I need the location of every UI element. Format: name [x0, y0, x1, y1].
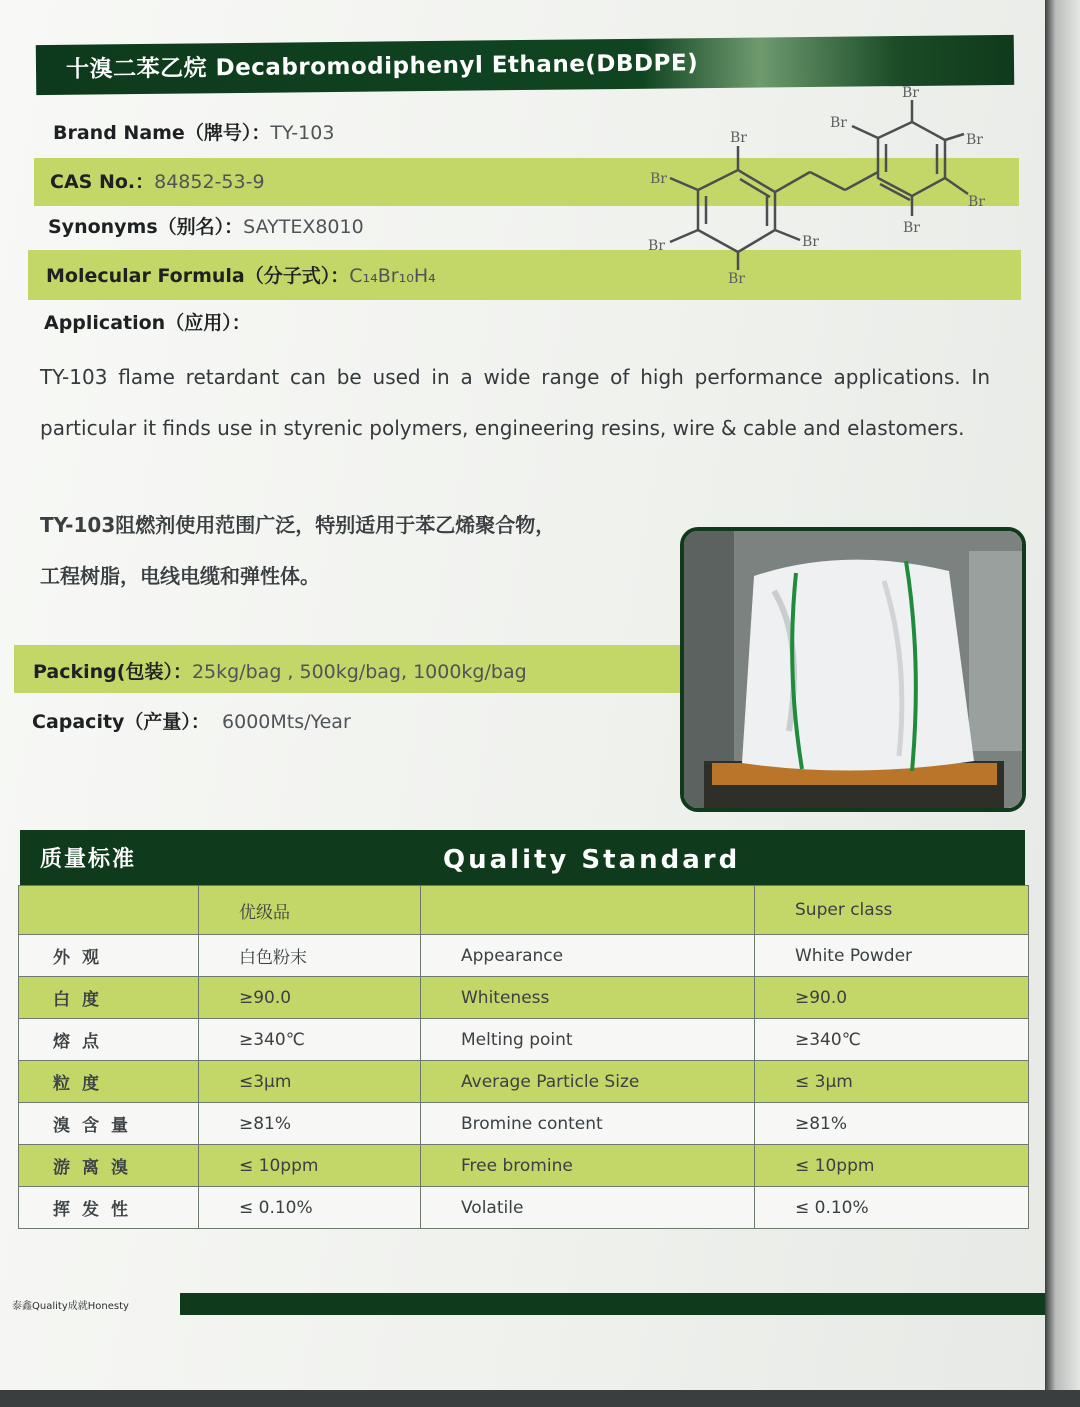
property-zh: 白度 — [19, 977, 199, 1019]
value-zh: 白色粉末 — [199, 935, 421, 977]
property-en: Average Particle Size — [421, 1061, 755, 1103]
property-en: Volatile — [421, 1187, 755, 1229]
property-zh: 溴含量 — [19, 1103, 199, 1145]
application-text-en: TY-103 flame retardant can be used in a wide range of high performance applications. In particular it finds use in styrenic polymers, engineering resins, wire & cable and elastomers. — [40, 365, 990, 440]
cas-label: CAS No.： — [50, 171, 155, 193]
atom-label: Br — [903, 220, 920, 236]
table-row — [19, 1103, 1029, 1145]
property-zh: 外观 — [19, 935, 199, 977]
quality-title-en: Quality Standard — [443, 845, 741, 875]
property-zh: 粒度 — [19, 1061, 199, 1103]
grade-zh-header: 优级品 — [199, 886, 421, 935]
value-en: ≥90.0 — [755, 977, 1029, 1019]
footer-text: 泰鑫Quality成就Honesty — [12, 1301, 129, 1312]
brand-name-field — [53, 118, 334, 145]
value-zh: ≥81% — [199, 1103, 421, 1145]
brand-value: TY-103 — [270, 122, 335, 144]
packing-label: Packing(包装）： — [33, 661, 192, 683]
formula-field — [46, 261, 436, 288]
table-cell — [421, 886, 755, 935]
property-zh: 熔点 — [19, 1019, 199, 1061]
footer-strip — [10, 1293, 1045, 1315]
property-en: Appearance — [421, 935, 755, 977]
quality-title-zh: 质量标准 — [40, 847, 137, 872]
formula-value: C₁₄Br₁₀H₄ — [349, 265, 436, 287]
synonyms-field — [48, 212, 364, 239]
table-row — [19, 1145, 1029, 1187]
table-cell — [19, 886, 199, 935]
table-row — [19, 1061, 1029, 1103]
cas-field — [50, 167, 265, 194]
property-en: Bromine content — [421, 1103, 755, 1145]
synonyms-value: SAYTEX8010 — [243, 216, 364, 238]
synonyms-label: Synonyms（别名）： — [48, 216, 244, 238]
capacity-field — [32, 707, 351, 734]
value-en: ≤ 0.10% — [755, 1187, 1029, 1229]
packing-field — [33, 657, 527, 684]
atom-label: Br — [648, 238, 665, 254]
page-spine-edge — [1045, 0, 1080, 1407]
product-bag-photo — [680, 527, 1026, 812]
table-row — [19, 935, 1029, 977]
property-en: Melting point — [421, 1019, 755, 1061]
packing-value: 25kg/bag , 500kg/bag, 1000kg/bag — [191, 661, 527, 683]
table-row — [19, 1019, 1029, 1061]
property-zh: 挥发性 — [19, 1187, 199, 1229]
application-zh-line: 工程树脂，电线电缆和弹性体。 — [40, 564, 320, 588]
property-zh: 游离溴 — [19, 1145, 199, 1187]
formula-label: Molecular Formula（分子式）： — [46, 265, 350, 287]
page-bottom-edge — [0, 1390, 1080, 1407]
atom-label: Br — [650, 171, 667, 187]
brand-label: Brand Name（牌号）： — [53, 122, 271, 144]
atom-label: Br — [802, 234, 819, 250]
value-zh: ≥340℃ — [199, 1019, 421, 1061]
footer-bar — [180, 1293, 1045, 1315]
value-zh: ≤3μm — [199, 1061, 421, 1103]
capacity-value: 6000Mts/Year — [222, 711, 351, 733]
cas-value: 84852-53-9 — [154, 171, 265, 193]
value-zh: ≥90.0 — [199, 977, 421, 1019]
quality-standard-table — [18, 885, 1029, 1229]
value-en: ≤ 10ppm — [755, 1145, 1029, 1187]
capacity-label: Capacity（产量）： — [32, 711, 210, 733]
property-en: Whiteness — [421, 977, 755, 1019]
value-en: ≤ 3μm — [755, 1061, 1029, 1103]
application-zh-line: TY-103阻燃剂使用范围广泛，特别适用于苯乙烯聚合物， — [40, 513, 556, 537]
value-zh: ≤ 0.10% — [199, 1187, 421, 1229]
atom-label: Br — [730, 130, 747, 146]
value-en: ≥81% — [755, 1103, 1029, 1145]
table-row — [19, 977, 1029, 1019]
table-row — [19, 1187, 1029, 1229]
table-header-row — [19, 886, 1029, 935]
value-en: ≥340℃ — [755, 1019, 1029, 1061]
product-title: 十溴二苯乙烷 Decabromodiphenyl Ethane(DBDPE) — [65, 50, 699, 83]
quality-standard-header — [20, 830, 1025, 888]
value-zh: ≤ 10ppm — [199, 1145, 421, 1187]
property-en: Free bromine — [421, 1145, 755, 1187]
grade-en-header: Super class — [755, 886, 1029, 935]
chemical-structure-diagram — [640, 80, 1020, 290]
application-heading — [44, 308, 251, 335]
atom-label: Br — [966, 132, 983, 148]
application-text-zh — [40, 500, 700, 602]
atom-label: Br — [902, 85, 919, 101]
application-label: Application（应用）： — [44, 312, 251, 334]
atom-label: Br — [830, 115, 847, 131]
atom-label: Br — [728, 271, 745, 287]
atom-label: Br — [968, 194, 985, 210]
value-en: White Powder — [755, 935, 1029, 977]
